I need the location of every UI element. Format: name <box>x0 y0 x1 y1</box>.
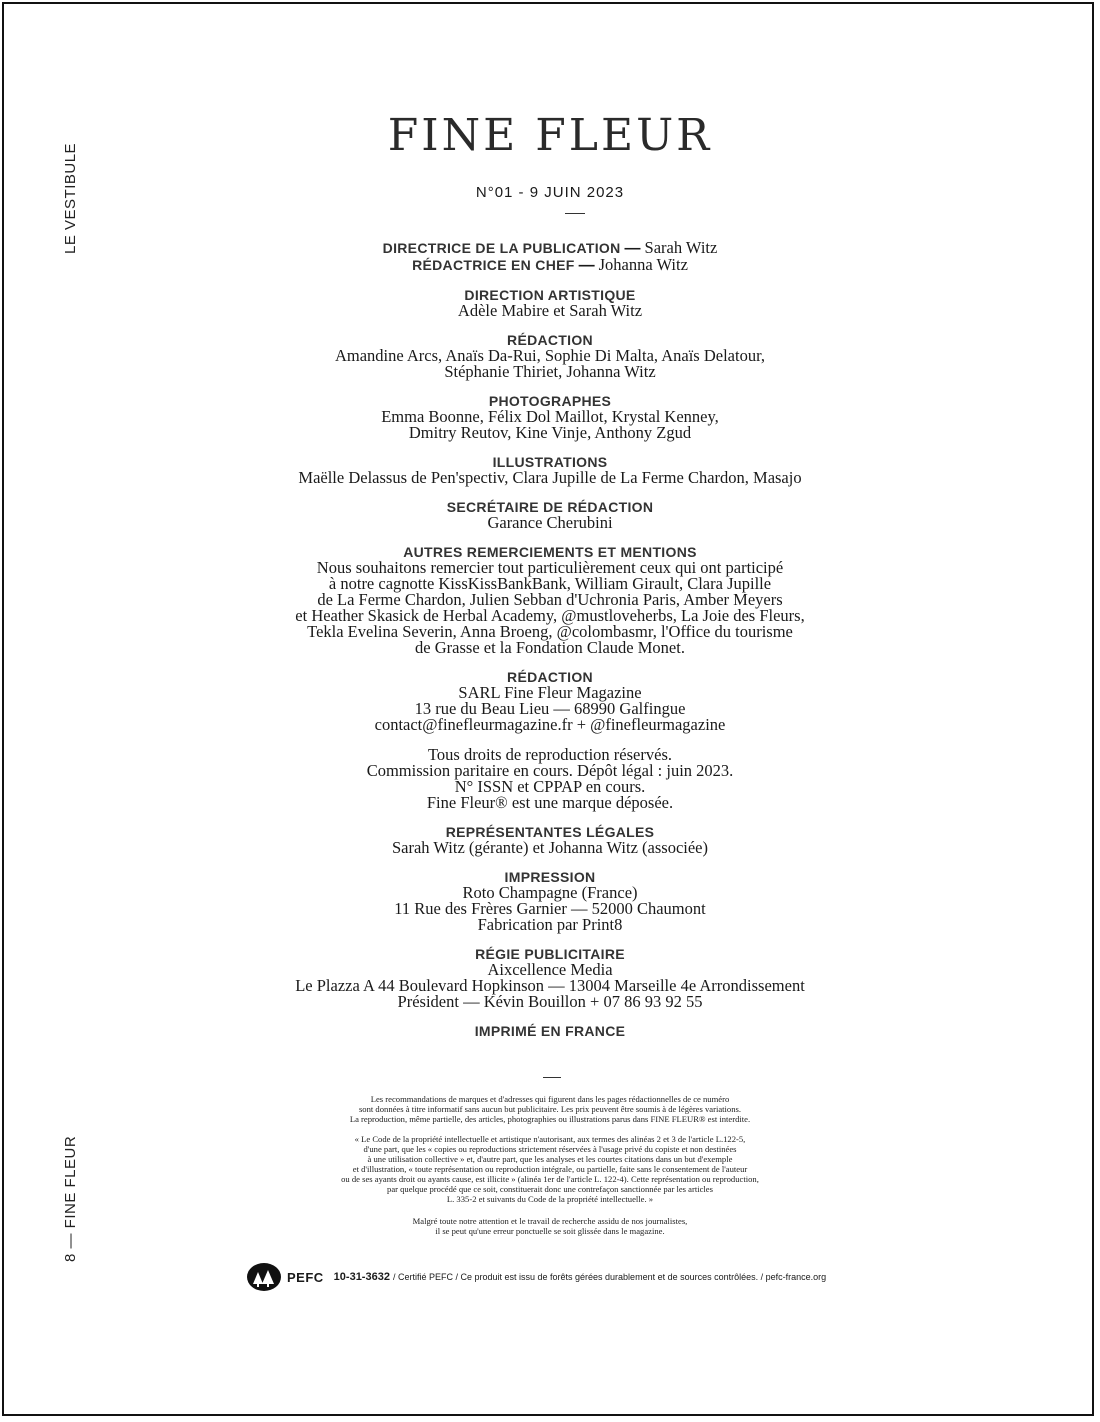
credit-block-representantes <box>0 825 1100 856</box>
disclaimer-errors <box>0 1216 1100 1236</box>
credit-block-photographes <box>0 394 1100 441</box>
credit-value: Adèle Mabire et Sarah Witz <box>457 301 643 320</box>
page-folio: 8 — FINE FLEUR <box>62 1135 79 1262</box>
credit-value: Sarah Witz <box>644 238 718 257</box>
separator: — <box>578 257 595 274</box>
disclaimer-line: et d'illustration, « toute représentation ou reproduction intégrale, ou partielle, faite sans le consentement de l'auteur <box>352 1164 748 1174</box>
credit-value: Sarah Witz (gérante) et Johanna Witz (associée) <box>391 838 708 857</box>
disclaimer-line: sont données à titre informatif sans aucun but publicitaire. Les prix peuvent être soumis à de légères variations. <box>358 1104 742 1114</box>
credit-block-imprime <box>0 1024 1100 1039</box>
disclaimer-line: Les recommandations de marques et d'adresses qui figurent dans les pages rédactionnelles de ce numéro <box>370 1094 730 1104</box>
credit-value: Fabrication par Print8 <box>477 915 623 934</box>
disclaimer-line: à une utilisation collective » et, d'autre part, que les analyses et les courtes citations dans un but d'exemple <box>367 1154 733 1164</box>
pefc-tree-logo-icon <box>245 1262 283 1292</box>
credit-value: de La Ferme Chardon, Julien Sebban d'Uchronia Paris, Amber Meyers <box>317 590 783 609</box>
credit-block-redaction <box>0 333 1100 380</box>
credit-label: DIRECTION ARTISTIQUE <box>464 287 636 303</box>
disclaimer-line: Malgré toute notre attention et le travail de recherche assidu de nos journalistes, <box>412 1216 688 1226</box>
magazine-logo: FINE FLEUR <box>387 110 713 161</box>
credit-value: Maëlle Delassus de Pen'spectiv, Clara Jupille de La Ferme Chardon, Masajo <box>298 468 802 487</box>
pefc-text: / Certifié PEFC / Ce produit est issu de forêts gérées durablement et de sources contrôlées. / pefc-france.org <box>392 1272 827 1282</box>
issue-line: N°01 - 9 JUIN 2023 <box>475 184 625 201</box>
credit-label: RÉDACTRICE EN CHEF <box>412 257 575 273</box>
separator: — <box>624 240 641 257</box>
disclaimer-line: ou de ses ayants droit ou ayants cause, est illicite » (alinéa 1er de l'article L. 122-4). Cette représentation ou reproduction, <box>341 1174 759 1184</box>
disclaimer-line: La reproduction, même partielle, des articles, photographies ou illustrations parus dans FINE FLEUR® est interdite. <box>349 1114 751 1124</box>
credit-label: SECRÉTAIRE DE RÉDACTION <box>446 499 654 515</box>
credit-block-illustrations <box>0 455 1100 486</box>
credit-value: Stéphanie Thiriet, Johanna Witz <box>444 362 656 381</box>
credit-value: Aixcellence Media <box>487 960 613 979</box>
credit-block-secretaire <box>0 500 1100 531</box>
pefc-number: 10-31-3632 <box>333 1271 390 1283</box>
divider <box>565 213 585 214</box>
pefc-certification <box>245 1262 826 1292</box>
credit-value: Garance Cherubini <box>487 513 613 532</box>
credit-value: Commission paritaire en cours. Dépôt légal : juin 2023. <box>366 761 734 780</box>
credit-block-impression <box>0 870 1100 933</box>
credit-value: Tous droits de reproduction réservés. <box>428 745 672 764</box>
credit-block-remerciements <box>0 545 1100 656</box>
credit-value: Johanna Witz <box>598 255 688 274</box>
credit-label: IMPRESSION <box>504 869 596 885</box>
credit-label: AUTRES REMERCIEMENTS ET MENTIONS <box>403 544 697 560</box>
credit-value: 11 Rue des Frères Garnier — 52000 Chaumont <box>394 899 706 918</box>
credit-label: IMPRIMÉ EN FRANCE <box>474 1023 626 1039</box>
credit-value: à notre cagnotte KissKissBankBank, William Girault, Clara Jupille <box>328 574 772 593</box>
credit-value: Nous souhaitons remercier tout particulièrement ceux qui ont participé <box>316 558 784 577</box>
credit-value: et Heather Skasick de Herbal Academy, @mustloveherbs, La Joie des Fleurs, <box>295 606 805 625</box>
disclaimer-line: d'une part, que les « copies ou reproductions strictement réservées à l'usage privé du copiste et non destinées <box>363 1144 737 1154</box>
credit-value: Roto Champagne (France) <box>462 883 638 902</box>
disclaimer-line: « Le Code de la propriété intellectuelle et artistique n'autorisant, aux termes des alinéas 2 et 3 de l'article L.122-5, <box>354 1134 746 1144</box>
credit-value: Emma Boonne, Félix Dol Maillot, Krystal Kenney, <box>381 407 719 426</box>
disclaimer-line: L. 335-2 et suivants du Code de la propriété intellectuelle. » <box>446 1194 654 1204</box>
credit-value: de Grasse et la Fondation Claude Monet. <box>415 638 685 657</box>
disclaimer-line: par quelque procédé que ce soit, constituerait donc une contrefaçon sanctionnée par les articles <box>387 1184 713 1194</box>
credits <box>0 240 1100 1053</box>
credits-header <box>0 240 1100 274</box>
credit-label: ILLUSTRATIONS <box>492 454 608 470</box>
credit-value: Dmitry Reutov, Kine Vinje, Anthony Zgud <box>408 423 692 442</box>
credit-label: DIRECTRICE DE LA PUBLICATION <box>382 240 621 256</box>
credit-label: PHOTOGRAPHES <box>488 393 612 409</box>
credit-label: REPRÉSENTANTES LÉGALES <box>445 824 655 840</box>
credit-value: SARL Fine Fleur Magazine <box>458 683 642 702</box>
credit-block-direction-artistique <box>0 288 1100 319</box>
section-label: LE VESTIBULE <box>62 142 79 254</box>
credit-block-regie <box>0 947 1100 1010</box>
credit-value: Amandine Arcs, Anaïs Da-Rui, Sophie Di Malta, Anaïs Delatour, <box>334 346 766 365</box>
disclaimer-recommendations <box>0 1094 1100 1124</box>
credit-value: Le Plazza A 44 Boulevard Hopkinson — 13004 Marseille 4e Arrondissement <box>295 976 805 995</box>
credit-value: 13 rue du Beau Lieu — 68990 Galfingue <box>414 699 686 718</box>
disclaimer-line: il se peut qu'une erreur ponctuelle se soit glissée dans le magazine. <box>435 1226 665 1236</box>
credit-value: Tekla Evelina Severin, Anna Broeng, @colombasmr, l'Office du tourisme <box>307 622 793 641</box>
credit-label: RÉGIE PUBLICITAIRE <box>475 946 625 962</box>
credit-value: Fine Fleur® est une marque déposée. <box>426 793 674 812</box>
disclaimer-legal <box>0 1134 1100 1204</box>
credit-value: contact@finefleurmagazine.fr + @finefleurmagazine <box>374 715 726 734</box>
credit-value: Président — Kévin Bouillon + 07 86 93 92 55 <box>397 992 703 1011</box>
pefc-name: PEFC <box>287 1269 324 1285</box>
credit-label: RÉDACTION <box>507 669 593 685</box>
credit-block-redaction-address <box>0 670 1100 733</box>
credit-block-droits <box>0 747 1100 811</box>
credit-label: RÉDACTION <box>507 332 593 348</box>
divider <box>543 1077 561 1078</box>
credit-value: N° ISSN et CPPAP en cours. <box>454 777 646 796</box>
